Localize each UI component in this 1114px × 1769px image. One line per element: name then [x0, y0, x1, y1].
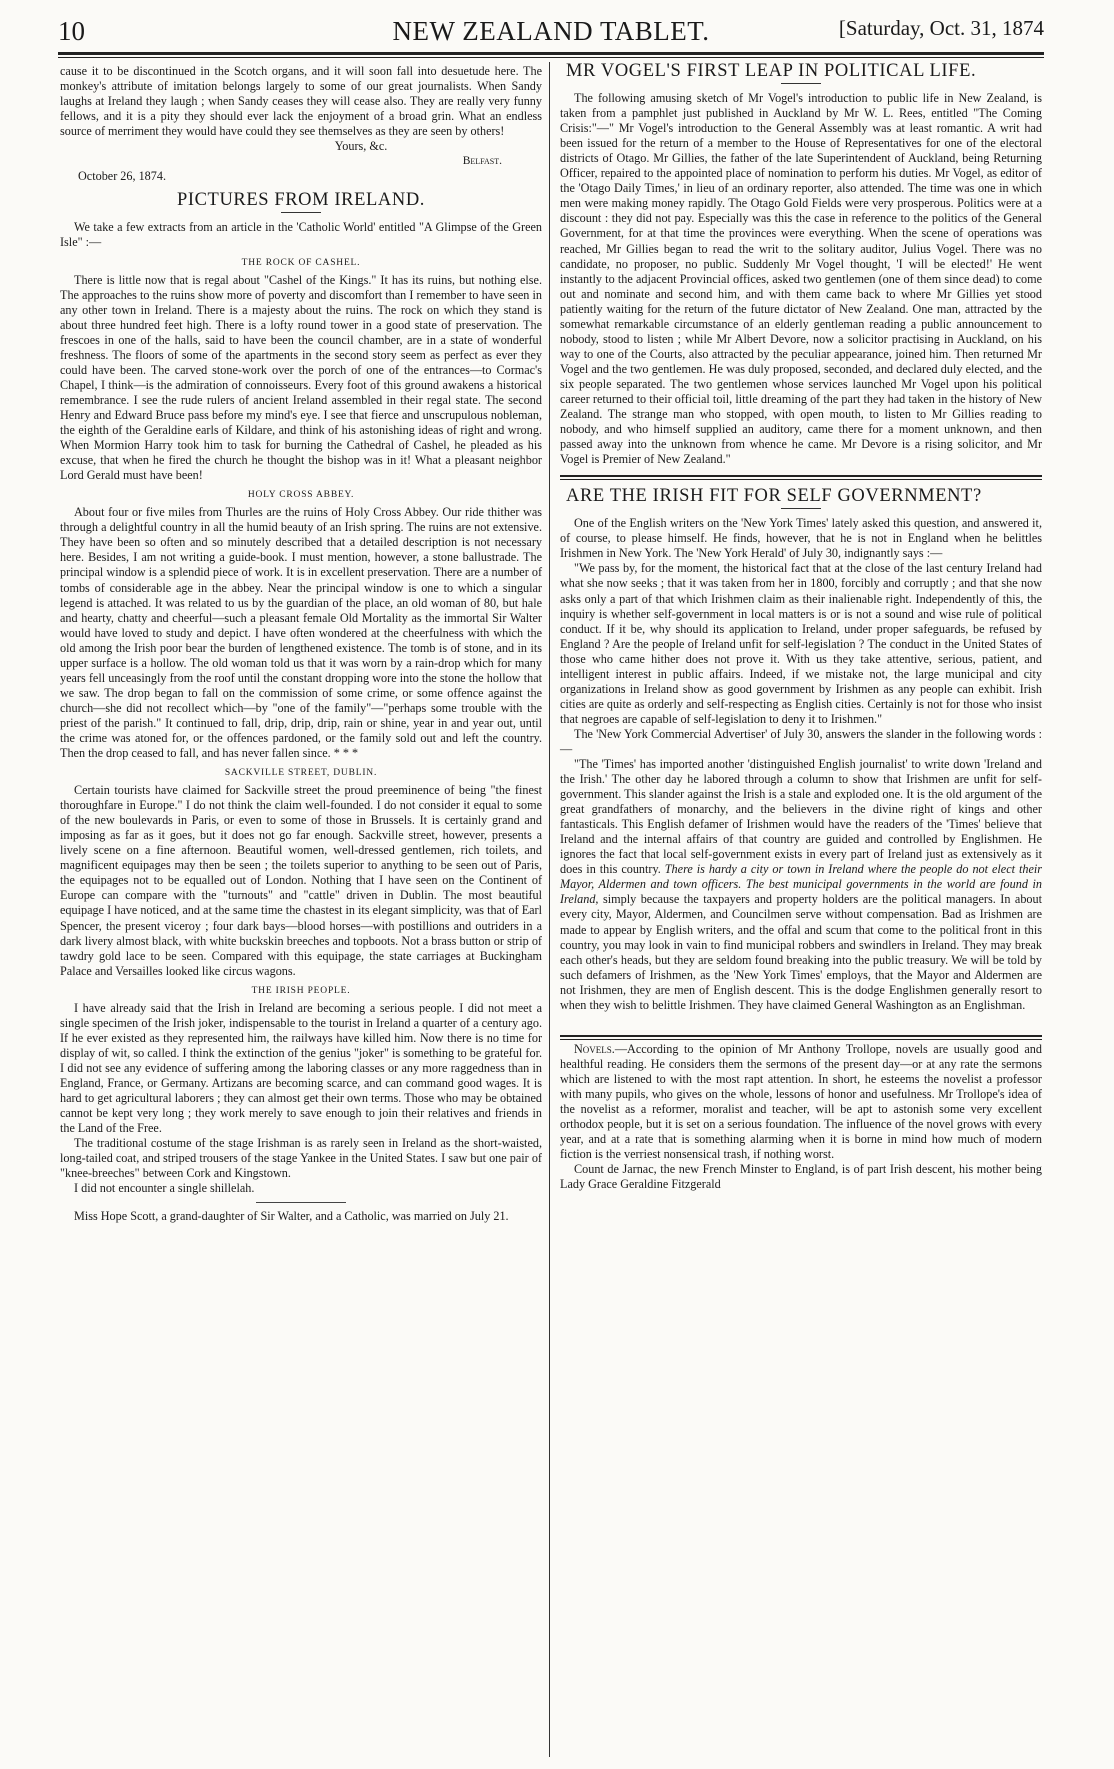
- section-rule: [256, 1202, 346, 1203]
- paragraph-holy-cross: About four or five miles from Thurles are the ruins of Holy Cross Abbey. Our ride thither was through a delightful country in all the humid beauty of an Irish spring. The ruins are not extensive. They have been so often and so minutely described that a detailed description is not necessary here. Besides, I am not writing a guide-book. I must mention, however, a stone ballustrade. The principal window is a splendid piece of work. It is in excellent preservation. There are a number of tombs of considerable age in the abbey. Near the principal window is one to which a singular legend is attached. It was related to us by the guardian of the place, an old woman of 80, but hale and hearty, chatty and cheerful—such a pleasant female Old Mortality as the immortal Sir Walter would have loved to study and depict. I have often wondered at the cheerfulness with which the old among the Irish poor bear the burden of lengthened existence. The tomb is of stone, and in its upper surface is a hollow. The old woman told us that it was worn by a rain-drop which for many years fell unceasingly from the roof until the constant dropping wore into the stone the hollow that we saw. The drop began to fall on the commission of some crime, or some offence against the church—she did not recollect which—by "one of the family"—"perhaps some trouble with the priest of the parish." It continued to fall, drip, drip, drip, rain or shine, year in and year out, until the crime was atoned for, or the offences pardoned, or the family sold out and left the country. Then the drop ceased to fall, and has never fallen since. * * *: [60, 505, 542, 761]
- subheading-cashel: THE ROCK OF CASHEL.: [241, 257, 361, 268]
- paragraph-vogel: The following amusing sketch of Mr Vogel's introduction to public life in New Zealand, is taken from a pamphlet just published in Auckland by Mr W. L. Rees, entitled "The Coming Crisis:"—" Mr Vogel's introduction to the General Assembly was at least romantic. A writ had been issued for the return of a member to the House of Representatives for one of the electoral districts of Otago. Mr Gillies, the father of the late Superintendent of Auckland, being Returning Officer, repaired to the appointed place of nomination to perform his duties. Mr Vogel, as editor of the 'Otago Daily Times,' in lieu of an ordinary reporter, also attended. The time was one in which men were making money rapidly. The Otago Gold Fields were very prosperous. Politics were at a discount : they did not pay. Especially was this the case in reference to the politics of the General Government, for at that time the provinces were everything. When the scene of operations was reached, Mr Gillies began to read the writ to the solitary auditor, Julius Vogel. There was no candidate, no proposer, no public. Suddenly Mr Vogel thought, 'I will be elected!' He went instantly to the adjacent Provincial offices, asked two gentlemen (one of them since dead) to come out and nominate and second him, and with them came back to where Mr Gillies yet stood patiently waiting for the return of the future dictator of New Zealand. One man, attracted by the somewhat remarkable circumstance of an elderly gentleman reading a public announcement to nobody, stood to listen ; while Mr Albert Devore, now a solicitor practising in Auckland, on his way to one of the Courts, also attracted by the peculiar appearance, joined him. Then returned Mr Vogel and the two gentlemen. He was duly proposed, seconded, and declared duly elected, and the six people separated. The two gentlemen whose services launched Mr Vogel upon his political career returned to their official toil, little dreaming of the part they had taken in the history of New Zealand. The strange man who stopped, with open mouth, to listen to Mr Gillies reading to nobody, and who himself supplied an auditory, came there for a moment unknown, and then passed away into the unknown from whence he came. Mr Devore is a rising solicitor, and Mr Vogel is Premier of New Zealand.": [560, 91, 1042, 467]
- paragraph-irish-people-1: I have already said that the Irish in Ireland are becoming a serious people. I did not meet a single specimen of the Irish joker, indispensable to the tourist in Ireland a quarter of a century ago. If he ever existed as they represented him, the railways have killed him. Now there is no time for display of wit, so called. I think the extinction of the genius "joker" is something to be grateful for. I did not see any evidence of suffering among the laboring classes or any more raggedness than in England, France, or Germany. Artizans are becoming scarce, and can command good wages. It is hard to get agricultural laborers ; they can almost get their own terms. Those who may be obtained cannot be kept very long ; they work merely to save enough to join their relatives and friends in the Land of the Free.: [60, 1000, 542, 1136]
- paragraph-irish-intro: One of the English writers on the 'New York Times' lately asked this question, and answered it, of course, to please himself. He finds, however, that he is not in England when he belittles Irishmen in New York. The 'New York Herald' of July 30, indignantly says :—: [560, 516, 1042, 561]
- letter-paragraph: cause it to be discontinued in the Scotch organs, and it will soon fall into desuetude here. The monkey's attribute of imitation belongs largely to some of our great journalists. When Sandy laughs at Ireland they laugh ; when Sandy ceases they will cease also. They are really very funny fellows, and it is a pity they should ever lack the enjoyment of a broad grin. What an endless source of merriment they would have could they see themselves as they are seen by others!: [60, 64, 542, 139]
- letter-signature: Belfast.: [462, 155, 502, 168]
- paragraph-sackville: Certain tourists have claimed for Sackville street the proud preeminence of being "the finest thoroughfare in Europe." I do not think the claim well-founded. I do not consider it equal to some of the new boulevards in Paris, or even to some of those in Brussels. It is certainly grand and imposing as far as it goes, but it does not go far enough. Sackville street, however, presents a lively scene on a fine afternoon. Beautiful women, well-dressed gentlemen, rich toilets, and magnificent equipages may then be seen ; the toilets superior to anything to be seen out of Paris, the equipages not to be equalled out of London. Nothing that I have seen on the Continent of Europe can compare with the "turnouts" and "cattle" driven in Dublin. The most beautiful equipage I have noticed, and at the same time the chastest in its elegant simplicity, was that of Earl Spencer, the present viceroy ; four dark bays—blood horses—with postillions and outriders in a dark livery almost black, with white buckskin breeches and topboots. Not a brass button or strip of tawdry gold lace to be seen. Compared with this equipage, the state carriages at Buckingham Palace and Versailles looked like circus wagons.: [60, 783, 542, 978]
- masthead-rule: [58, 52, 1044, 55]
- paragraph-miss-hope-scott: Miss Hope Scott, a grand-daughter of Sir Walter, and a Catholic, was married on July 21.: [74, 1209, 509, 1224]
- newspaper-title: NEW ZEALAND TABLET.: [392, 16, 710, 46]
- letter-closing: Yours, &c.: [334, 139, 388, 154]
- article-heading-irish-self-government: ARE THE IRISH FIT FOR SELF GOVERNMENT?: [566, 486, 982, 507]
- paragraph-cashel: There is little now that is regal about "Cashel of the Kings." It has its ruins, but nothing else. The approaches to the ruins show more of poverty and discomfort than I remember to have seen in any other town in Ireland. There is a majesty about the ruins. The rock on which they stand is about three hundred feet high. There is a lofty round tower in a good state of preservation. The frescoes in one of the halls, said to have been the council chamber, are in a state of wonderful freshness. The floors of some of the apartments in the second story seem as perfect as ever they could have been. The carved stone-work over the porch of one of the entrances—to Cormac's Chapel, I think—is the admiration of connoisseurs. Every foot of this ground awakens a historical remembrance. I see the rude rulers of ancient Ireland assembled in their regal state. The second Henry and Edward Bruce pass before my mind's eye. I see that fierce and unscrupulous nobleman, the eighth of the Geraldine earls of Kildare, and think of his astonishing ideas of right and wrong. When Mormion Harry took him to task for burning the Cathedral of Cashel, he pleaded as his excuse, that when he fired the church he thought the bishop was in it! What a pleasant neighbor Lord Gerald must have been!: [60, 272, 542, 483]
- page-number: 10: [58, 16, 85, 46]
- article-heading-vogel: MR VOGEL'S FIRST LEAP IN POLITICAL LIFE.: [566, 61, 977, 81]
- paragraph-advertiser-intro: The 'New York Commercial Advertiser' of July 30, answers the slander in the following words :—: [560, 726, 1042, 756]
- paragraph-irish-people-2: The traditional costume of the stage Irishman is as rarely seen in Ireland as the short-waisted, long-tailed coat, and striped trousers of the stage Yankee in the United States. I saw but one pair of "knee-breeches" between Cork and Kingstown.: [60, 1136, 542, 1181]
- novels-lead: Novels.: [574, 1041, 615, 1056]
- article-separator: [560, 1035, 1042, 1040]
- masthead: [58, 10, 1044, 54]
- subheading-sackville: SACKVILLE STREET, DUBLIN.: [224, 768, 378, 779]
- subheading-irish-people: THE IRISH PEOPLE.: [251, 985, 351, 996]
- subheading-holy-cross: HOLY CROSS ABBEY.: [247, 490, 355, 501]
- article-intro: We take a few extracts from an article in the 'Catholic World' entitled "A Glimpse of the Green Isle" :—: [60, 220, 542, 250]
- heading-rule: [781, 508, 821, 509]
- article-separator: [560, 475, 1042, 480]
- article-heading-pictures: PICTURES FROM IRELAND.: [176, 190, 426, 211]
- advertiser-quote-part-b: simply because the taxpayers and property holders are the political managers. In about every city, Mayor, Aldermen, and Councilmen serve without compensation. Bad as Irishmen are made to appear by English writers, and the offal and scum that come to the political front in this country, you may look in vain to find municipal robbers and swindlers in Ireland. They may break each other's heads, but they are seldom found breaking into the public treasury. We will be told by such defamers of Irishmen, as the 'New York Times' employs, that the Mayor and Aldermen are not Irishmen, they are men of English descent. This is the dodge Englishmen generally resort to when they wish to belittle Irishmen. They have claimed General Washington as an Englishman.: [560, 892, 1043, 1012]
- advertiser-quote-part-a: "The 'Times' has imported another 'distinguished English journalist' to write down 'Ireland and the Irish.' The other day he labored through a column to show that Irishmen are unfit for self-government. This slander against the Irish is a stale and exploded one. It is the old argument of the great grandfathers of monarchy, and the believers in the divine right of kings and other fantasticals. This English defamer of Irishmen would have the readers of the 'Times' believe that Ireland and the internal affairs of that country are guided and controlled by Englishmen. He ignores the fact that local self-government exists in every part of Ireland just as extensively as it does in this country.: [560, 757, 1042, 877]
- letter-date: October 26, 1874.: [78, 169, 167, 184]
- advertiser-quote-italic: There is hardy a city or town in Ireland where the people do not elect their Mayor, Aldermen and town officers. The best municipal governments in the world are found in Ireland,: [560, 862, 1042, 907]
- paragraph-jarnac: Count de Jarnac, the new French Minster to England, is of part Irish descent, his mother being Lady Grace Geraldine Fitzgerald: [560, 1162, 1042, 1192]
- paragraph-novels: [560, 1042, 1042, 1162]
- column-divider: [549, 62, 550, 1757]
- masthead-rule-thin: [58, 57, 1044, 58]
- novels-body: —According to the opinion of Mr Anthony Trollope, novels are usually good and healthful reading. He considers them the sermons of the present day—or at any rate the sermons which are listened to with the most rapt attention. In short, he esteems the novelist a professor with many pupils, who gives on the whole, lessons of honor and usefulness. Mr Trollope's idea of the novelist as a reformer, moralist and teacher, will be apt to astonish some very excellent orthodox people, but it is set on a serious foundation. The influence of the novel grows with every year, and at a rate that is something alarming when it is borne in mind how much of modern fiction is the verriest nonsensical trash, if nothing worst.: [560, 1041, 1042, 1162]
- issue-date: [Saturday, Oct. 31, 1874: [838, 16, 1044, 40]
- heading-rule: [781, 83, 821, 84]
- paragraph-advertiser-quote: [560, 757, 1042, 1013]
- paragraph-irish-people-3: I did not encounter a single shillelah.: [74, 1181, 255, 1196]
- paragraph-herald-quote: "We pass by, for the moment, the historical fact that at the close of the last century Ireland had what she now seeks ; that it was taken from her in 1800, forcibly and corruptly ; and that she now asks only a part of that which Irishmen claim as their inalienable right. Independently of this, the inquiry is whether self-government in local matters is or is not a sound and wise rule of political conduct. If it be, why should its application to Ireland, under proper safeguards, be refused by England ? Are the people of Ireland unfit for self-legislation ? The conduct in the United States of those who came hither does not prove it. With us they take attentive, serious, patient, and intelligent interest in public affairs. Indeed, if we mistake not, the large municipal and city organizations in Ireland show as good government by Irishmen as any people can exhibit. Irish cities are quite as orderly and self-respecting as English cities. Certainly is not for those who insist that negroes are capable of self-legislation to deny it to Irishmen.": [560, 561, 1042, 726]
- heading-rule: [281, 212, 321, 213]
- left-column: [60, 64, 542, 1224]
- right-column: [560, 61, 1043, 1192]
